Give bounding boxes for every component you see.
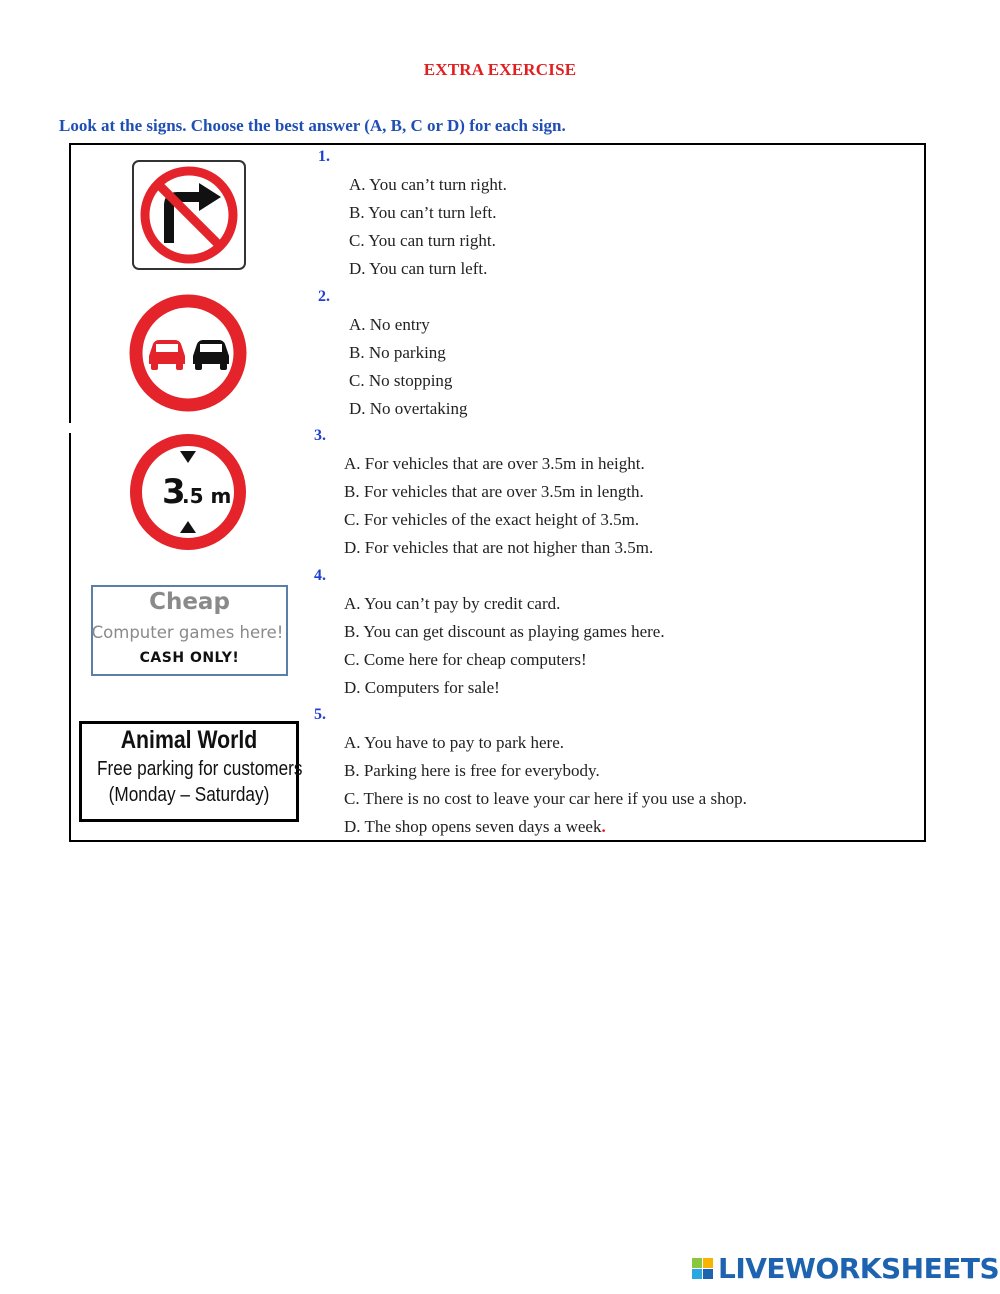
question-2-number: 2. [318,288,330,305]
question-2-option-d[interactable]: D. No overtaking [349,399,468,418]
height-limit-small: .5 m [182,484,232,508]
cheap-games-sign [91,585,288,676]
question-5-number: 5. [314,706,326,723]
question-1-option-b[interactable]: B. You can’t turn left. [349,203,497,222]
height-limit-big: 3 [162,472,186,512]
question-5-option-b[interactable]: B. Parking here is free for everybody. [344,761,600,780]
question-1-option-c[interactable]: C. You can turn right. [349,231,496,250]
question-5-option-d-wrap[interactable] [344,817,606,837]
question-1-option-a[interactable]: A. You can’t turn right. [349,175,507,194]
instruction-text: Look at the signs. Choose the best answer (A, B, C or D) for each sign. [59,116,566,135]
liveworksheets-logo-icon [692,1258,714,1280]
sign5-line1: Animal World [120,726,258,754]
height-limit-icon [129,433,247,551]
question-5-option-d: D. The shop opens seven days a week [344,817,602,836]
question-3-option-a[interactable]: A. For vehicles that are over 3.5m in height. [344,454,645,473]
question-4-option-b[interactable]: B. You can get discount as playing games here. [344,622,665,641]
sign4-line2: Computer games here! [91,623,284,642]
question-3-number: 3. [314,427,326,444]
question-2-option-a[interactable]: A. No entry [349,315,430,334]
question-3-option-c[interactable]: C. For vehicles of the exact height of 3.5m. [344,510,640,529]
page-title: EXTRA EXERCISE [423,60,577,79]
sign4-line1: Cheap [149,589,230,615]
question-2-option-b[interactable]: B. No parking [349,343,446,362]
sign4-line3: CASH ONLY! [139,650,240,666]
question-4-option-c[interactable]: C. Come here for cheap computers! [344,650,587,669]
question-5-option-a[interactable]: A. You have to pay to park here. [344,733,565,752]
question-1-option-d[interactable]: D. You can turn left. [349,259,488,278]
question-4-option-d[interactable]: D. Computers for sale! [344,678,500,697]
question-3-option-b[interactable]: B. For vehicles that are over 3.5m in length. [344,482,644,501]
question-1-number: 1. [318,148,330,165]
no-right-turn-icon [131,159,247,271]
sign5-line3: (Monday – Saturday) [108,784,270,806]
no-overtaking-icon [129,294,247,412]
question-5-option-c[interactable]: C. There is no cost to leave your car here if you use a shop. [344,789,747,808]
animal-world-sign [79,721,303,822]
question-3-option-d[interactable]: D. For vehicles that are not higher than 3.5m. [344,538,654,557]
question-2-option-c[interactable]: C. No stopping [349,371,453,390]
question-4-number: 4. [314,567,326,584]
red-dot: . [601,817,606,836]
question-4-option-a[interactable]: A. You can’t pay by credit card. [344,594,561,613]
sign5-line2: Free parking for customers [96,758,303,780]
logo-text: LIVEWORKSHEETS [718,1252,1000,1285]
